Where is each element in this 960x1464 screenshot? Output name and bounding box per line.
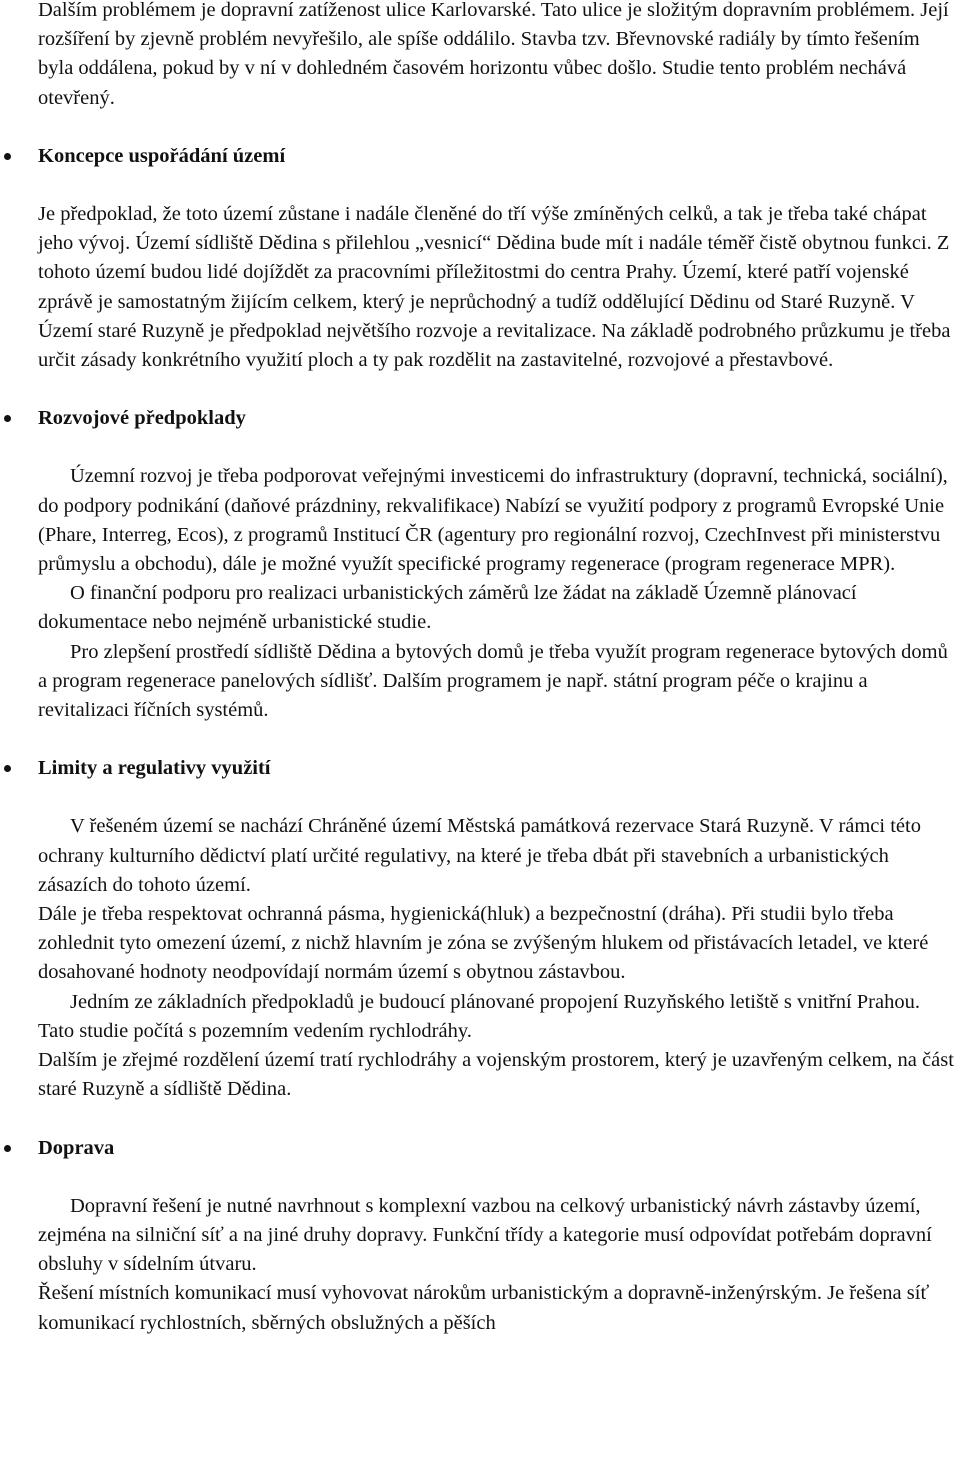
heading-limity-text: Limity a regulativy využití: [38, 757, 271, 780]
bullet-icon: [4, 415, 11, 422]
limity-paragraph-4: Dalším je zřejmé rozdělení území tratí rychlodráhy a vojenským prostorem, který je uzavřeným celkem, na část staré Ruzyně a sídliště Dědina.: [38, 1049, 954, 1101]
heading-rozvojove: [38, 404, 958, 433]
heading-doprava: [38, 1134, 958, 1163]
doprava-paragraph-1: Dopravní řešení je nutné navrhnout s komplexní vazbou na celkový urbanistický návrh zástavby území, zejména na silniční síť a na jiné druhy dopravy. Funkční třídy a kategorie musí odpovídat potřebám dopravní obsluhy v sídelním útvaru.: [38, 1194, 932, 1276]
heading-doprava-text: Doprava: [38, 1136, 115, 1159]
koncepce-paragraph: Je předpoklad, že toto území zůstane i nadále členěné do tří výše zmíněných celků, a tak je třeba také chápat jeho vývoj. Území sídliště Dědina s přilehlou „vesnicí“ Dědina bude mít i nadále téměř čistě obytnou funkci. Z tohoto území budou lidé dojíždět za pracovními příležitostmi do centra Prahy. Území, které patří vojenské zprávě je samostatným žijícím celkem, který je neprůchodný a tudíž oddělující Dědinu od Staré Ruzyně. V Území staré Ruzyně je předpoklad největšího rozvoje a revitalizace. Na základě podrobného průzkumu je třeba určit zásady konkrétního využití ploch a ty pak rozdělit na zastavitelné, rozvojové a přestavbové.: [38, 203, 951, 372]
bullet-icon: [4, 1145, 11, 1152]
limity-paragraph-1: V řešeném území se nachází Chráněné území Městská památková rezervace Stará Ruzyně. V rámci této ochrany kulturního dědictví platí určité regulativy, na které je třeba dbát při stavebních a urbanistických zásazích do tohoto území.: [38, 815, 921, 896]
rozvojove-paragraph-2: O finanční podporu pro realizaci urbanistických záměrů lze žádat na základě Územně plánovací dokumentace nebo nejméně urbanistické studie.: [38, 582, 857, 634]
rozvojove-paragraph-1: Územní rozvoj je třeba podporovat veřejnými investicemi do infrastruktury (dopravní, technická, sociální), do podpory podnikání (daňové prázdniny, rekvalifikace) Nabízí se využití podpory z programů Evropské Unie (Phare, Interreg, Ecos), z programů Institucí ČR (agentury pro regionální rozvoj, CzechInvest při ministerstvu průmyslu a obchodu), dále je možné využít specifické programy regenerace (program regenerace MPR).: [38, 465, 948, 576]
rozvojove-paragraph-3: Pro zlepšení prostředí sídliště Dědina a bytových domů je třeba využít program regenerace bytových domů a program regenerace panelových sídlišť. Dalším programem je např. státní program péče o krajinu a revitalizaci říčních systémů.: [38, 640, 948, 722]
heading-rozvojove-text: Rozvojové předpoklady: [38, 407, 246, 430]
limity-paragraph-3: Jedním ze základních předpokladů je budoucí plánované propojení Ruzyňského letiště s vnitřní Prahou. Tato studie počítá s pozemním vedením rychlodráhy.: [38, 990, 920, 1042]
heading-limity: [38, 754, 958, 783]
bullet-icon: [4, 765, 11, 772]
intro-paragraph: Dalším problémem je dopravní zatíženost ulice Karlovarské. Tato ulice je složitým dopravním problémem. Její rozšíření by zjevně problém nevyřešilo, ale spíše oddálilo. Stavba tzv. Břevnovské radiály by tímto řešením byla oddálena, pokud by v ní v dohledném časovém horizontu vůbec došlo. Studie tento problém nechává otevřený.: [38, 0, 949, 109]
heading-koncepce: [38, 142, 958, 171]
limity-paragraph-2: Dále je třeba respektovat ochranná pásma, hygienická(hluk) a bezpečnostní (dráha). Při studii bylo třeba zohlednit tyto omezení území, z nichž hlavním je zóna se zvýšeným hlukem od přistávacích letadel, ve které dosahované hodnoty neodpovídají normám území s obytnou zástavbou.: [38, 903, 929, 984]
doprava-paragraph-2: Řešení místních komunikací musí vyhovovat nárokům urbanistickým a dopravně-inženýrským. Je řešena síť komunikací rychlostních, sběrných obslužných a pěších: [38, 1282, 930, 1334]
bullet-icon: [4, 153, 11, 160]
heading-koncepce-text: Koncepce uspořádání území: [38, 144, 286, 167]
document-page: [38, 0, 958, 1338]
